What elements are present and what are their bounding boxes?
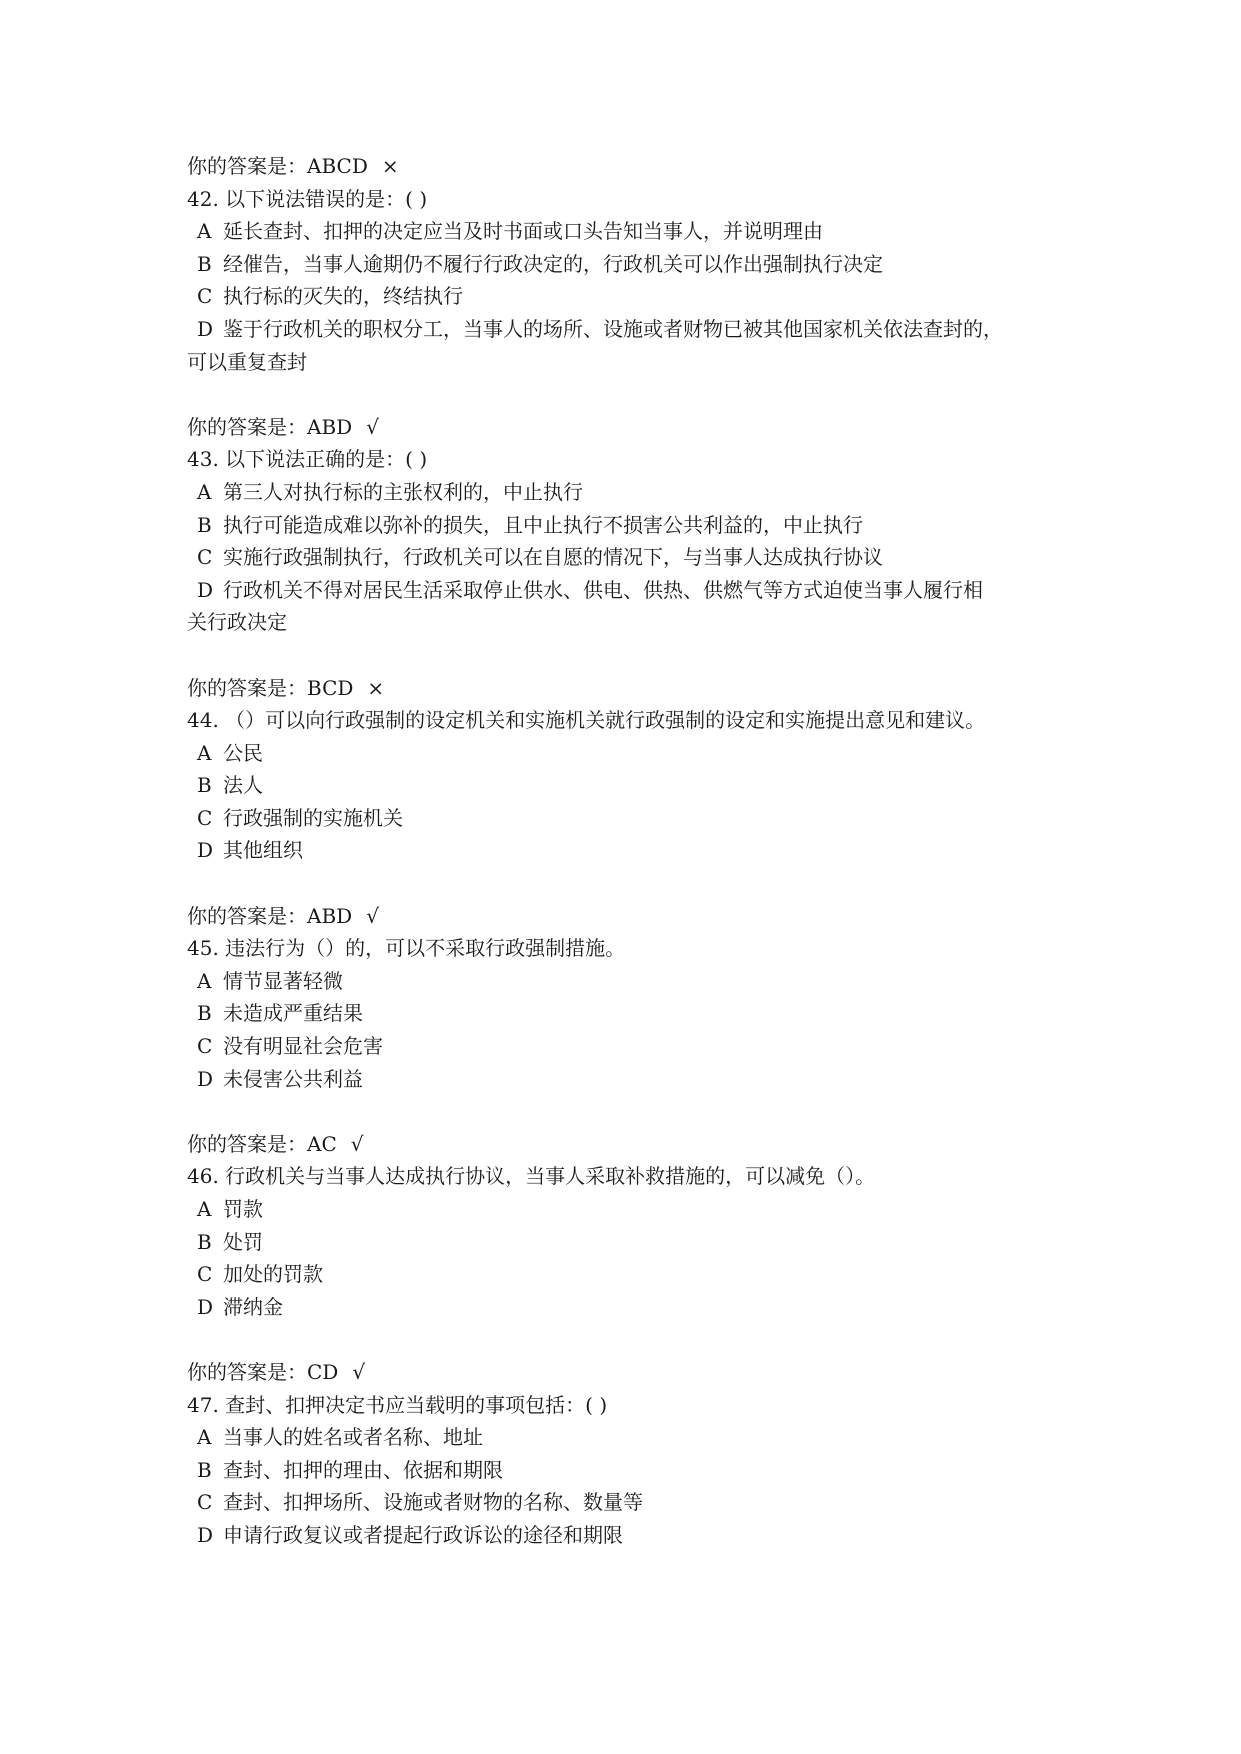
option-c [187,1486,1087,1519]
option-letter: B [197,1001,212,1026]
option-text: 鉴于行政机关的职权分工，当事人的场所、设施或者财物已被其他国家机关依法查封的， [223,316,1003,341]
question-stem [187,704,1087,737]
option-letter: A [197,1425,212,1450]
option-text: 查封、扣押的理由、依据和期限 [223,1457,503,1482]
option-a [187,1193,1087,1226]
spacer [187,867,1087,900]
option-a [187,476,1087,509]
question-number: 47. [187,1392,219,1417]
option-c [187,280,1087,313]
answer-line [187,150,1087,183]
option-text: 滞纳金 [223,1294,283,1319]
option-letter: A [197,740,212,765]
option-letter: C [197,284,213,309]
option-d [187,1063,1087,1096]
answer-mark: × [381,154,399,178]
option-text: 没有明显社会危害 [223,1034,383,1059]
answer-value: ABCD [307,154,368,178]
answer-line [187,672,1087,705]
answer-mark: × [367,675,385,700]
option-letter: A [197,968,212,993]
answer-prefix: 你的答案是： [187,675,307,700]
answer-prefix: 你的答案是： [187,1359,307,1384]
question-stem [187,932,1087,965]
option-letter: B [197,773,212,798]
option-c [187,1030,1087,1063]
option-d [187,313,1087,346]
option-letter: C [197,1262,213,1287]
question-number: 45. [187,936,219,961]
option-text-continuation: 可以重复查封 [187,349,307,374]
option-text: 执行标的灭失的，终结执行 [223,284,463,309]
option-a [187,737,1087,770]
question-text: 查封、扣押决定书应当载明的事项包括：( ) [225,1392,608,1417]
question-stem [187,443,1087,476]
question-text: 行政机关与当事人达成执行协议，当事人采取补救措施的，可以减免（）。 [225,1164,876,1189]
option-text: 申请行政复议或者提起行政诉讼的途径和期限 [223,1522,623,1547]
option-a [187,1421,1087,1454]
question-list [187,183,1087,1552]
question-text: （）可以向行政强制的设定机关和实施机关就行政强制的设定和实施提出意见和建议。 [225,708,986,733]
option-letter: C [197,805,213,830]
answer-mark: √ [366,414,379,439]
question-stem [187,183,1087,216]
option-letter: A [197,219,212,244]
option-c [187,541,1087,574]
answer-mark: √ [352,1359,366,1384]
answer-prefix: 你的答案是： [187,414,307,439]
question-stem [187,1389,1087,1422]
option-b [187,509,1087,542]
answer-line [187,900,1087,933]
question-text: 以下说法正确的是：( ) [225,447,428,472]
option-a [187,965,1087,998]
answer-value: ABD [307,414,353,439]
option-text: 延长查封、扣押的决定应当及时书面或口头告知当事人，并说明理由 [223,219,823,244]
answer-line [187,1128,1087,1161]
option-letter: B [197,1229,212,1254]
question-number: 43. [187,447,219,472]
option-letter: B [197,1457,212,1482]
option-text: 情节显著轻微 [223,968,343,993]
option-text: 执行可能造成难以弥补的损失，且中止执行不损害公共利益的，中止执行 [223,512,863,537]
option-text: 经催告，当事人逾期仍不履行行政决定的，行政机关可以作出强制执行决定 [223,251,883,276]
option-text: 公民 [223,740,263,765]
option-d [187,834,1087,867]
answer-line [187,1356,1087,1389]
answer-value: CD [307,1359,339,1384]
spacer [187,378,1087,411]
option-c [187,802,1087,835]
question-number: 42. [187,186,219,211]
spacer [187,639,1087,672]
question-number: 44. [187,708,219,733]
option-text: 行政强制的实施机关 [223,805,403,830]
option-text: 加处的罚款 [223,1262,323,1287]
option-letter: D [197,838,214,863]
option-text: 行政机关不得对居民生活采取停止供水、供电、供热、供燃气等方式迫使当事人履行相 [223,577,983,602]
option-text: 实施行政强制执行，行政机关可以在自愿的情况下，与当事人达成执行协议 [223,545,883,570]
answer-mark: √ [366,903,379,928]
option-letter: D [197,1294,214,1319]
option-letter: D [197,1522,214,1547]
option-letter: D [197,577,214,602]
option-letter: D [197,1066,214,1091]
option-d [187,574,1087,607]
answer-mark: √ [350,1131,364,1156]
question-stem [187,1160,1087,1193]
option-d [187,1519,1087,1552]
answer-value: AC [307,1131,337,1156]
option-b [187,248,1087,281]
answer-prefix: 你的答案是： [187,1131,307,1156]
option-text: 处罚 [223,1229,263,1254]
option-text: 查封、扣押场所、设施或者财物的名称、数量等 [223,1490,643,1515]
question-number: 46. [187,1164,219,1189]
option-b [187,769,1087,802]
option-letter: A [197,1197,212,1221]
option-text: 未造成严重结果 [223,1001,363,1026]
option-letter: C [197,1034,213,1059]
option-letter: A [197,479,212,504]
option-letter: C [197,545,213,570]
question-text: 以下说法错误的是：( ) [225,186,428,211]
option-text: 其他组织 [223,838,303,863]
answer-prefix: 你的答案是： [187,154,307,178]
option-b [187,997,1087,1030]
spacer [187,1095,1087,1128]
option-text: 当事人的姓名或者名称、地址 [223,1425,483,1450]
option-letter: B [197,251,212,276]
document-body [187,150,1087,1552]
option-text: 法人 [223,773,263,798]
option-d [187,1291,1087,1324]
answer-prefix: 你的答案是： [187,903,307,928]
question-text: 违法行为（）的，可以不采取行政强制措施。 [225,936,626,961]
spacer [187,1323,1087,1356]
option-text: 第三人对执行标的主张权利的，中止执行 [223,479,583,504]
option-letter: C [197,1490,213,1515]
option-text: 罚款 [223,1197,263,1221]
option-a [187,215,1087,248]
option-text: 未侵害公共利益 [223,1066,363,1091]
answer-value: ABD [307,903,353,928]
option-text-continuation: 关行政决定 [187,610,287,635]
option-letter: D [197,316,214,341]
option-c [187,1258,1087,1291]
answer-line [187,411,1087,444]
answer-value: BCD [307,675,354,700]
option-letter: B [197,512,212,537]
option-b [187,1226,1087,1259]
option-b [187,1454,1087,1487]
